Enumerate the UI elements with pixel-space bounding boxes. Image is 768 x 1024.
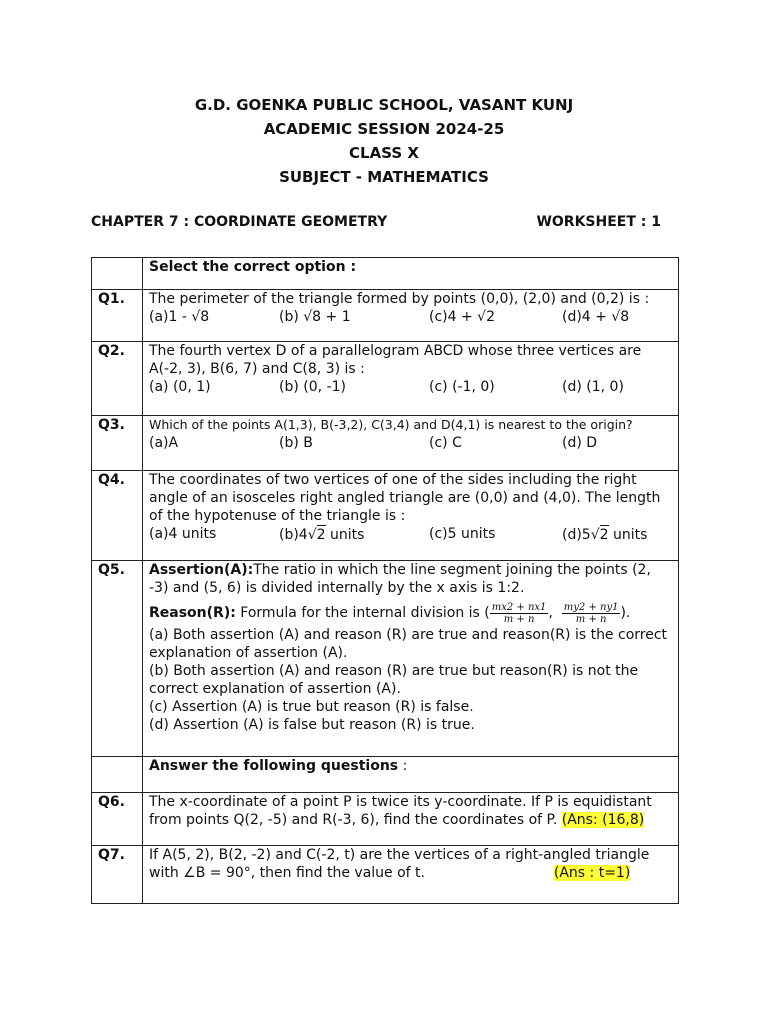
- table-row: [92, 342, 679, 416]
- question-cell: [143, 846, 679, 904]
- question-text: Which of the points A(1,3), B(-3,2), C(3,4) and D(4,1) is nearest to the origin?: [149, 417, 633, 432]
- subject-label: SUBJECT - MATHEMATICS: [279, 168, 489, 186]
- question-number: Q5.: [92, 561, 143, 757]
- school-name: G.D. GOENKA PUBLIC SCHOOL, VASANT KUNJ: [194, 96, 574, 114]
- options-row: [149, 525, 672, 544]
- question-number: Q1.: [92, 290, 143, 342]
- option-b: (b) B: [279, 435, 313, 451]
- worksheet-number: WORKSHEET : 1: [536, 214, 661, 230]
- academic-session: ACADEMIC SESSION 2024-25: [263, 120, 505, 138]
- question-text: The perimeter of the triangle formed by points (0,0), (2,0) and (0,2) is :: [149, 291, 650, 307]
- option-a: (a) Both assertion (A) and reason (R) are true and reason(R) is the correct explanation of assertion (A).: [149, 627, 668, 661]
- option-c: (c)5 units: [429, 526, 496, 542]
- chapter-row: [91, 214, 661, 230]
- question-text: If A(5, 2), B(2, -2) and C(-2, t) are the vertices of a right-angled triangle with ∠B = 90°, then find the value of t.: [149, 847, 650, 881]
- section-heading-questions: [143, 757, 679, 793]
- table-row: [92, 471, 679, 561]
- reason-text: Formula for the internal division is (: [235, 605, 490, 621]
- option-d: (d) D: [562, 435, 598, 451]
- option-b-suffix: units: [325, 527, 365, 543]
- option-d-suffix: units: [608, 527, 648, 543]
- question-cell: [143, 471, 679, 561]
- question-number: Q4.: [92, 471, 143, 561]
- table-row: [92, 290, 679, 342]
- fraction-numerator: mx2 + nx1: [491, 601, 547, 613]
- section-colon: :: [398, 758, 408, 774]
- option-d: (d)4 + √8: [562, 309, 630, 325]
- question-number: Q6.: [92, 793, 143, 846]
- question-cell: [143, 793, 679, 846]
- option-b: [279, 525, 429, 544]
- table-row: [92, 258, 679, 290]
- fraction-y: [562, 602, 621, 625]
- section-label: Answer the following questions: [149, 758, 399, 774]
- radicand: 2: [599, 527, 609, 543]
- option-d-prefix: (d)5: [562, 527, 591, 543]
- sqrt-symbol: √: [307, 527, 317, 543]
- table-row: [92, 416, 679, 471]
- table-row: [92, 757, 679, 793]
- answer-highlight: (Ans: (16,8): [561, 812, 645, 828]
- fraction-denominator: m + n: [575, 613, 607, 625]
- question-cell: [143, 561, 679, 757]
- options-row: [149, 434, 672, 452]
- question-cell: [143, 416, 679, 471]
- question-text: The x-coordinate of a point P is twice its y-coordinate. If P is equidistant from points Q(2, -5) and R(-3, 6), find the coordinates of P.: [149, 794, 652, 828]
- fraction-close: ).: [620, 605, 631, 621]
- option-a: (a) (0, 1): [149, 379, 211, 395]
- fraction-denominator: m + n: [503, 613, 535, 625]
- option-d: (d) (1, 0): [562, 379, 624, 395]
- option-d: (d) Assertion (A) is false but reason (R) is true.: [149, 717, 475, 733]
- question-text: The fourth vertex D of a parallelogram ABCD whose three vertices are A(-2, 3), B(6, 7) and C(8, 3) is :: [149, 343, 642, 377]
- option-b: (b) (0, -1): [279, 379, 346, 395]
- option-b: (b) √8 + 1: [279, 309, 351, 325]
- option-c: (c) Assertion (A) is true but reason (R) is false.: [149, 699, 474, 715]
- option-c: (c) (-1, 0): [429, 379, 495, 395]
- assertion: [149, 561, 672, 597]
- question-text: The coordinates of two vertices of one of the sides including the right angle of an isosceles right angled triangle are (0,0) and (4,0). The length of the hypotenuse of the triangle is :: [149, 472, 661, 524]
- option-a: (a)1 - √8: [149, 309, 210, 325]
- chapter-title: CHAPTER 7 : COORDINATE GEOMETRY: [91, 214, 388, 230]
- question-number: Q2.: [92, 342, 143, 416]
- fraction-separator: ,: [548, 605, 562, 621]
- fraction-numerator: my2 + ny1: [563, 601, 619, 613]
- option-b-prefix: (b)4: [279, 527, 308, 543]
- table-row: [92, 793, 679, 846]
- option-d: [562, 525, 662, 544]
- empty-cell: [92, 757, 143, 793]
- table-row: [92, 561, 679, 757]
- class-label: CLASS X: [349, 144, 419, 162]
- question-cell: [143, 290, 679, 342]
- section-heading-mcq: Select the correct option :: [143, 258, 679, 290]
- options-row: [149, 308, 672, 326]
- question-cell: [143, 342, 679, 416]
- option-a: (a)A: [149, 435, 179, 451]
- option-b: (b) Both assertion (A) and reason (R) are true but reason(R) is not the correct explanation of assertion (A).: [149, 663, 639, 697]
- fraction-x: [490, 602, 549, 625]
- assertion-text: The ratio in which the line segment joining the points (2, -3) and (5, 6) is divided internally by the x axis is 1:2.: [149, 562, 651, 596]
- option-a: (a)4 units: [149, 526, 217, 542]
- document-header: [0, 93, 768, 189]
- assertion-label: Assertion(A):: [149, 562, 254, 578]
- answer-highlight: (Ans : t=1): [553, 865, 631, 881]
- reason-label: Reason(R):: [149, 605, 236, 621]
- question-number: Q7.: [92, 846, 143, 904]
- option-c: (c) C: [429, 435, 462, 451]
- question-number: Q3.: [92, 416, 143, 471]
- questions-table: [91, 257, 679, 904]
- option-c: (c)4 + √2: [429, 309, 495, 325]
- sqrt-symbol: √: [590, 527, 600, 543]
- empty-cell: [92, 258, 143, 290]
- options-row: [149, 378, 672, 396]
- radicand: 2: [316, 527, 326, 543]
- reason: [149, 600, 672, 626]
- table-row: [92, 846, 679, 904]
